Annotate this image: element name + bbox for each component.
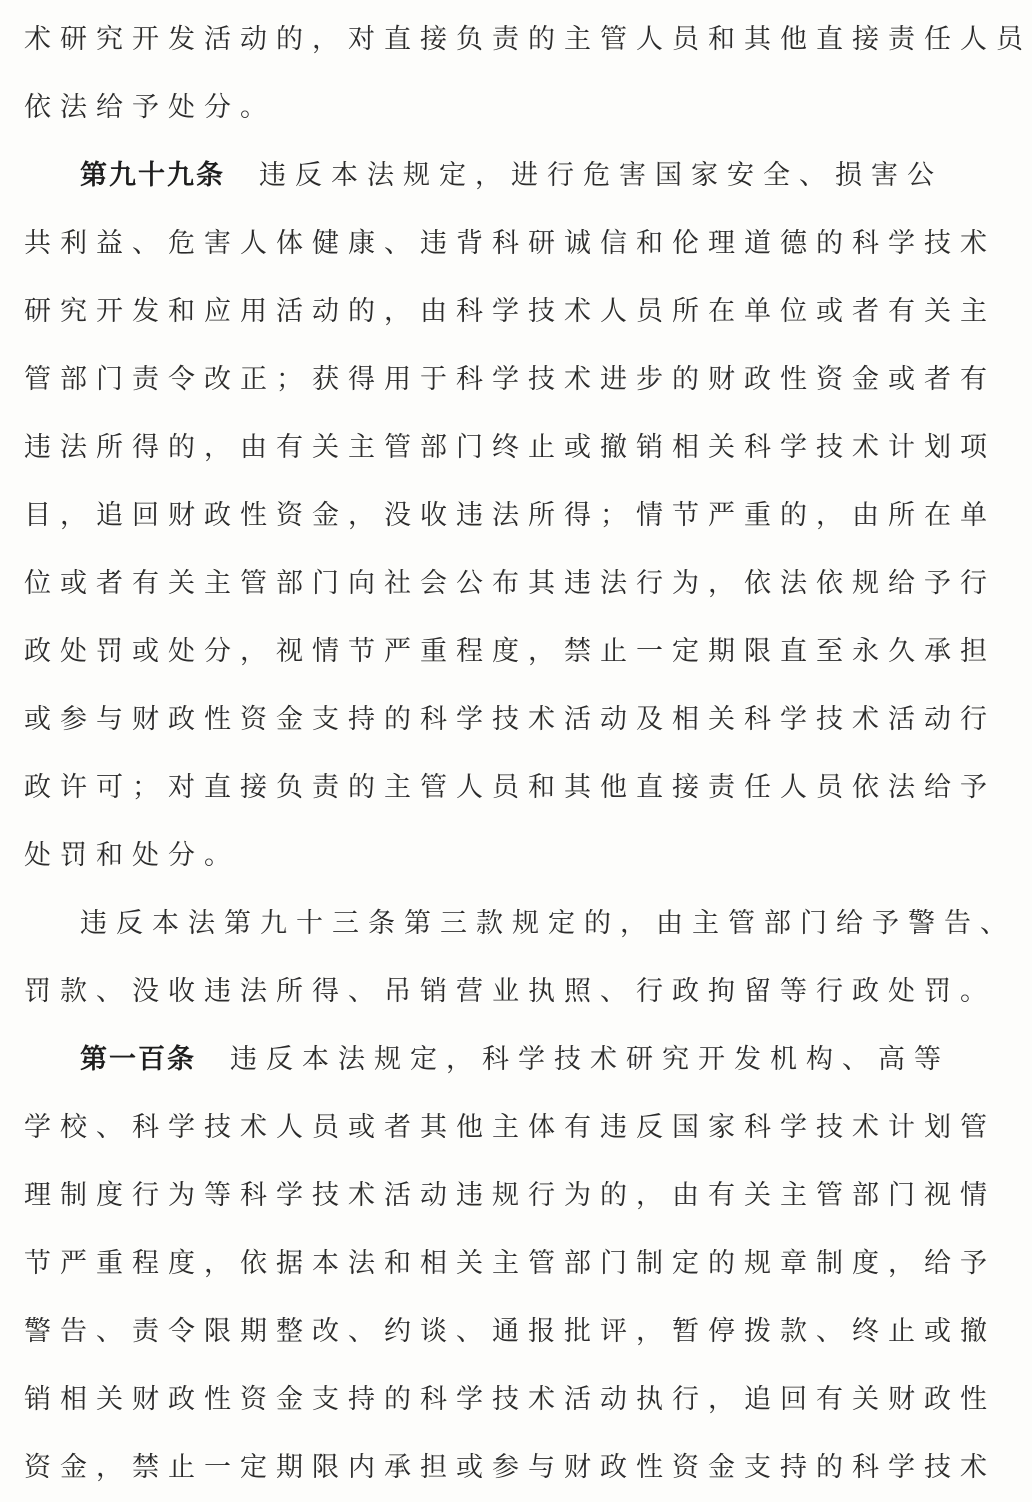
text-line: 目，追回财政性资金，没收违法所得；情节严重的，由所在单 — [24, 500, 996, 531]
text-line: 共利益、危害人体健康、违背科研诚信和伦理道德的科学技术 — [24, 228, 996, 259]
text-line: 术研究开发活动的，对直接负责的主管人员和其他直接责任人员 — [24, 24, 1032, 55]
text-line: 政许可；对直接负责的主管人员和其他直接责任人员依法给予 — [24, 772, 996, 803]
article-99-number: 第九十九条 — [80, 160, 225, 191]
article-100-heading-line: 第一百条 违反本法规定，科学技术研究开发机构、高等 — [80, 1044, 950, 1075]
text-line: 违法所得的，由有关主管部门终止或撤销相关科学技术计划项 — [24, 432, 996, 463]
article-100-number: 第一百条 — [80, 1044, 196, 1075]
text-line: 政处罚或处分，视情节严重程度，禁止一定期限直至永久承担 — [24, 636, 996, 667]
text-line: 或参与财政性资金支持的科学技术活动及相关科学技术活动行 — [24, 704, 996, 735]
article-99-heading-line: 第九十九条 违反本法规定，进行危害国家安全、损害公 — [80, 160, 943, 191]
text-line: 警告、责令限期整改、约谈、通报批评，暂停拨款、终止或撤 — [24, 1316, 996, 1347]
text-line: 理制度行为等科学技术活动违规行为的，由有关主管部门视情 — [24, 1180, 996, 1211]
text-line: 研究开发和应用活动的，由科学技术人员所在单位或者有关主 — [24, 296, 996, 327]
text-line: 依法给予处分。 — [24, 92, 276, 123]
text-line: 学校、科学技术人员或者其他主体有违反国家科学技术计划管 — [24, 1112, 996, 1143]
text-line: 节严重程度，依据本法和相关主管部门制定的规章制度，给予 — [24, 1248, 996, 1279]
text-line: 管部门责令改正；获得用于科学技术进步的财政性资金或者有 — [24, 364, 996, 395]
paragraph-start-line: 违反本法第九十三条第三款规定的，由主管部门给予警告、 — [80, 908, 1016, 939]
text-line: 资金，禁止一定期限内承担或参与财政性资金支持的科学技术 — [24, 1452, 996, 1483]
text-line: 罚款、没收违法所得、吊销营业执照、行政拘留等行政处罚。 — [24, 976, 996, 1007]
text-line: 处罚和处分。 — [24, 840, 240, 871]
text-line: 位或者有关主管部门向社会公布其违法行为，依法依规给予行 — [24, 568, 996, 599]
text-line: 销相关财政性资金支持的科学技术活动执行，追回有关财政性 — [24, 1384, 996, 1415]
